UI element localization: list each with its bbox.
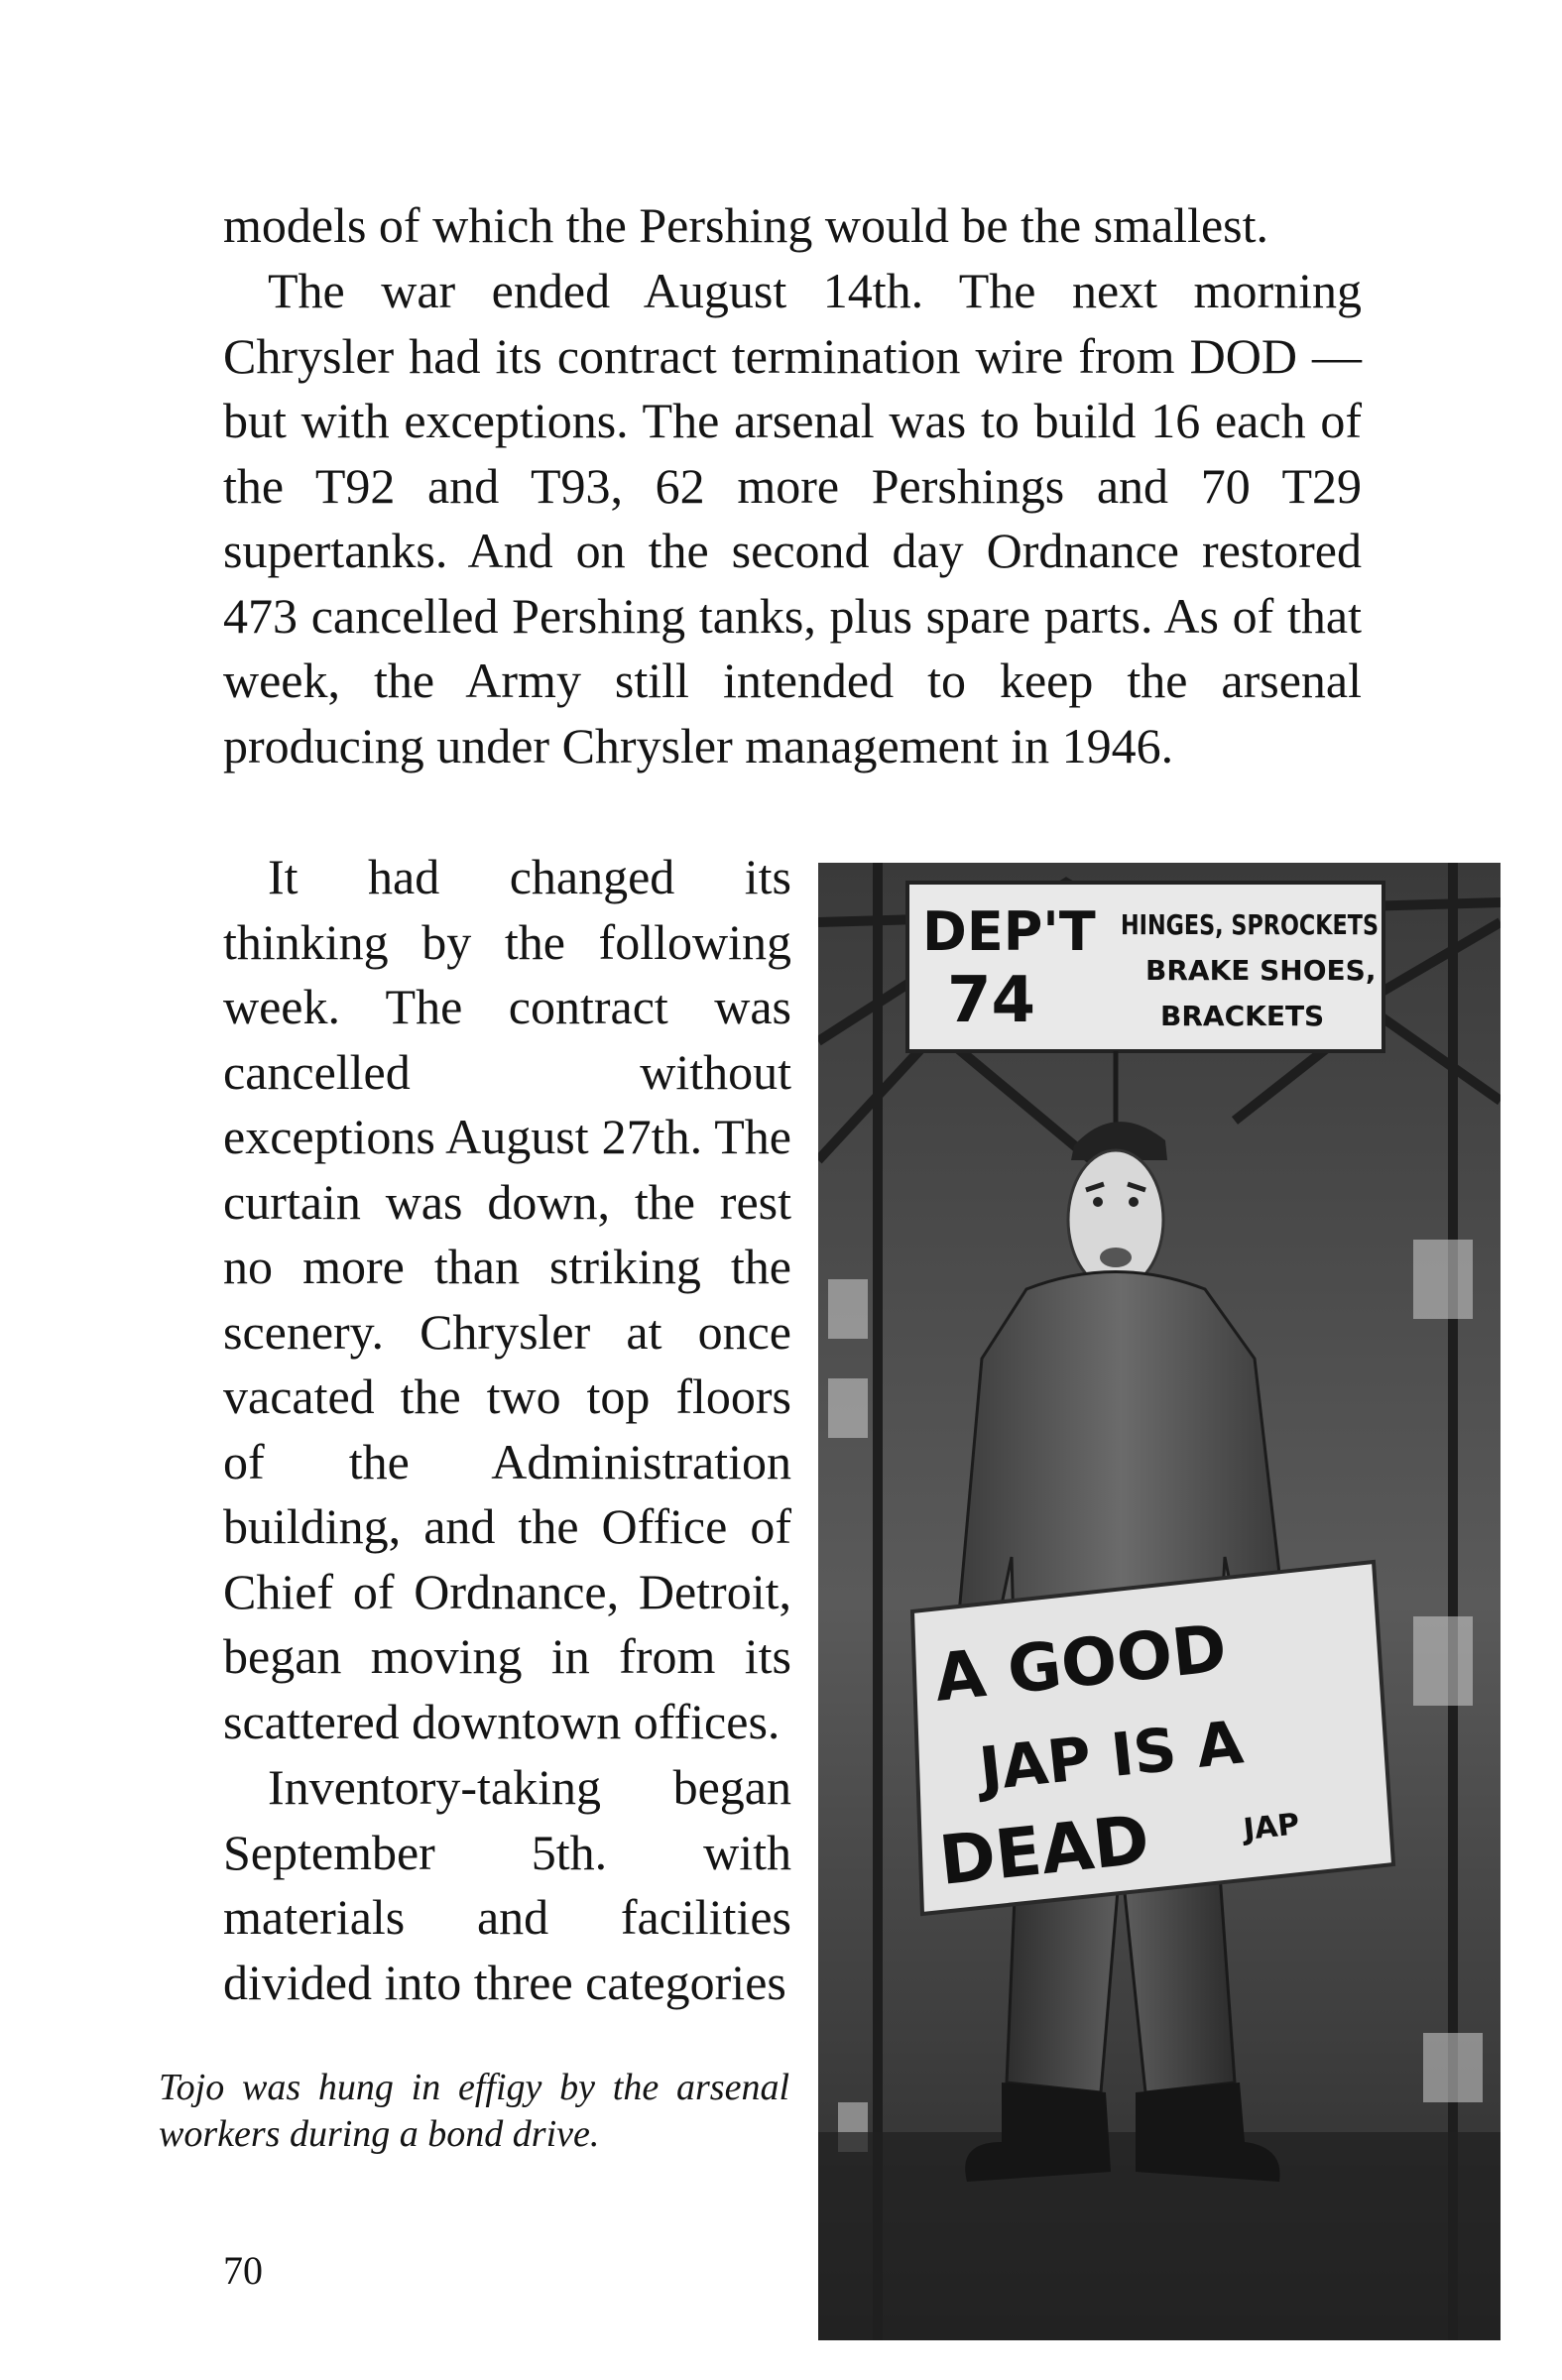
paragraph-war-ended: The war ended August 14th. The next morning Chrysler had its contract termination wire from DOD —but with exceptions. The arsenal was to build 16 each of the T92 and T93, 62 more Pershings and 70 T29 supertanks. And on the second day Ordnance restored 473 cancelled Pershing tanks, plus spare parts. As of that week, the Army still intended to keep the arsenal producing under Chrysler management in 1946. <box>223 263 1362 774</box>
sign-dept-number: 74 <box>947 964 1036 1037</box>
sign-line-2: BRAKE SHOES, <box>1145 954 1377 987</box>
effigy-placard <box>912 1562 1393 1914</box>
paragraph-inventory: Inventory-taking began September 5th. with materials and facilities divided into three categories <box>223 1759 791 2010</box>
paragraph-changed-thinking: It had changed its thinking by the following week. The contract was cancelled without exceptions August 27th. The curtain was down, the rest no more than striking the scenery. Chrysler at once vacated the two top floors of the Administration building, and the Office of Chief of Ordnance, Detroit, began moving in from its scattered downtown offices. <box>223 849 791 1749</box>
placard-line-2: JAP IS A <box>976 1708 1247 1805</box>
placard-tail: JAP <box>1242 1807 1301 1847</box>
photo-caption: Tojo was hung in effigy by the arsenal workers during a bond drive. <box>159 2067 789 2155</box>
sign-line-1: HINGES, SPROCKETS <box>1121 908 1379 941</box>
effigy-photo-illustration <box>818 863 1501 2340</box>
placard-line-3: DEAD <box>935 1801 1153 1901</box>
department-sign <box>907 883 1383 1051</box>
paragraph-continued: models of which the Pershing would be the smallest. <box>223 197 1269 253</box>
sign-dept-label: DEP'T <box>922 900 1096 963</box>
sign-line-3: BRACKETS <box>1160 1000 1325 1032</box>
placard-line-1: A GOOD <box>930 1609 1231 1717</box>
page-number: 70 <box>223 2248 263 2293</box>
effigy-photograph <box>818 863 1501 2340</box>
effigy-head <box>1068 1122 1167 1289</box>
